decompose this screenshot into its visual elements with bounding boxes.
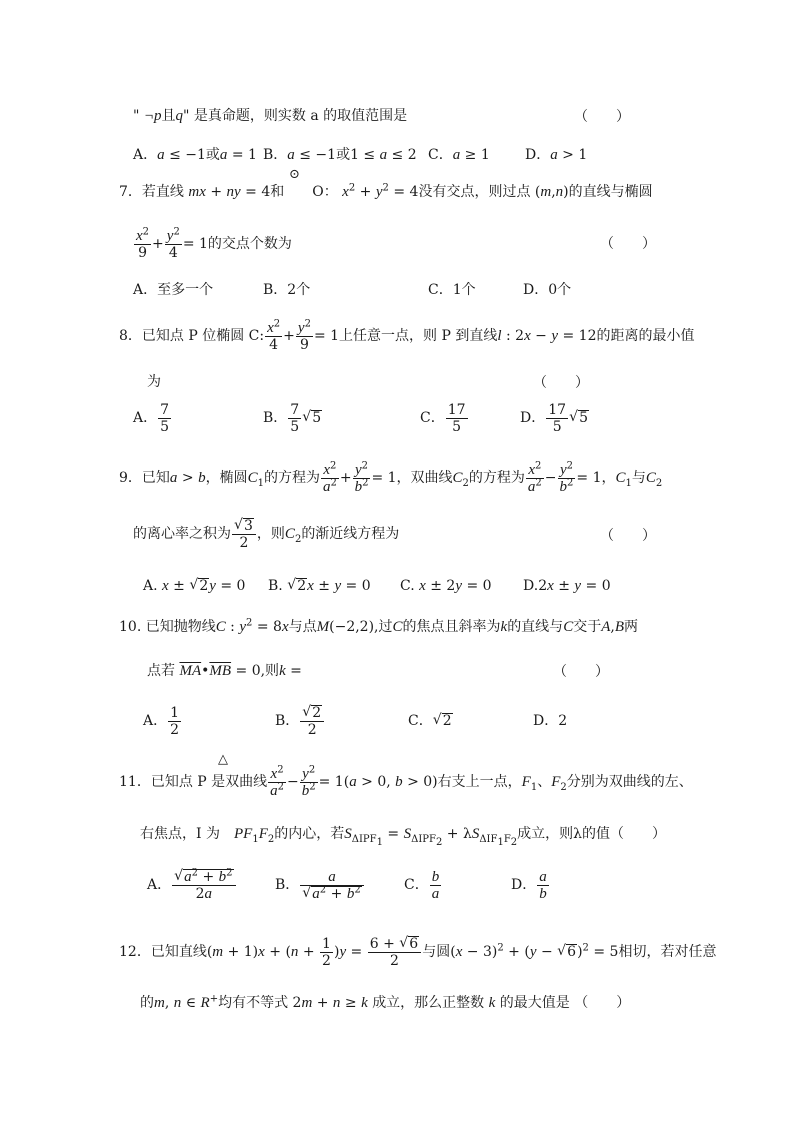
q12-line1: 12．已知直线(m + 1)x + (n + $\frac{1}{2}$ )y = $\frac{6 + √ 6}{2}$ 与圆$(x - 3)^2 + (y$ − √ 6)$^2$ = 5相切，若对任意 [119,932,716,972]
q7-line2: $\frac{x^2}{9}$ + $\frac{y^2}{4}$ = 1的交点个数为 [136,225,292,261]
q8-option-b: B． $\frac{7}{5}$ √ 5 [263,400,322,436]
q7-option-d: D．0个 [523,282,572,298]
q10-answer-paren: （ ） [553,664,609,680]
q6-option-c: C．a ≥ 1 [428,147,490,163]
q9-line2: 的离心率之积为 √ $\frac{3}{2}$ ，则$C_2$的渐近线方程为 [133,516,399,552]
q11-option-b: B． a √ $a^2 + b^2$ [275,862,365,908]
q7-option-a: A．至多一个 [133,282,214,298]
q6-option-b: B．a ≤ −1或1 ≤ a ≤ 2 [263,147,417,163]
q7-line1: 7．若直线 mx + ny = 4和 O： $x^2 + y^2 = 4$没有交点，则过点 (m,n)的直线与椭圆 [119,182,653,200]
triangle-icon: △ [218,752,228,767]
q6-option-a: A．a ≤ −1或a = 1 [133,147,257,163]
q9-option-a: A. x ± √ 2y = 0 [143,576,245,596]
q11-line1: 11．已知点 P 是双曲线 $\frac{x^2}{a^2}$ − $\frac{y^2}{b^2}$ = 1(a > 0, b > 0)右支上一点，$F_1$、$F_2$分别为双曲线的左、 [119,763,693,799]
q9-line1: 9．已知a > b，椭圆$C_1$的方程为 $\frac{x^2}{a^2}$ + $\frac{y^2}{b^2}$ = 1，双曲线$C_2$的方程为 $\frac{x^2}{a^2}$ − $\frac{y^2}{b^2}$ = 1，$C_1$与$C_2$ [119,459,663,495]
q10-option-c: C． √ 2 [408,711,453,731]
q11-option-d: D． $\frac{a}{b}$ [511,868,547,902]
q10-line2: 点若 $\overline{MA}•\overline{MB} = 0$,则k = [147,663,302,679]
q9-option-c: C. x ± 2y = 0 [400,578,492,594]
q8-option-c: C． $\frac{17}{5}$ [420,401,466,435]
circle-dot-icon: ⊙ [289,167,300,182]
q7-answer-paren: （ ） [600,236,656,252]
q10-line1: 10. 已知抛物线C : $y^2 = 8x$与点M(−2,2),过C的焦点且斜率为k的直线与C交于A,B两 [119,617,638,635]
q6-text: 是真命题，则实数 a 的取值范围是 [193,108,408,124]
q10-option-a: A． $\frac{1}{2}$ [143,704,180,738]
q8-option-d: D． $\frac{17}{5}$ √ 5 [520,400,589,436]
q6-answer-paren: （ ） [574,109,630,125]
q9-option-d: D.2x ± y = 0 [523,578,611,594]
q10-option-d: D．2 [533,713,568,729]
q11-option-a: A． √ $\frac{a^2 + b^2}{2a}$ [147,862,237,908]
q9-option-b: B. √ 2x ± y = 0 [268,576,371,596]
q7-option-b: B．2个 [263,282,311,298]
q9-answer-paren: （ ） [600,528,656,544]
q8-line1: 8．已知点 P 位椭圆 C: $\frac{x^2}{4}$ + $\frac{y^2}{9}$ = 1上任意一点，则 P 到直线l : 2x − y = 12的距离的最小值 [119,317,695,353]
q7-option-c: C．1个 [428,282,476,298]
q8-line2: 为 [147,374,161,390]
q6-option-d: D．a > 1 [525,147,588,163]
q11-line2: 右焦点，I 为 $PF_1F_2$的内心，若$S_{\Delta IPF_1} = S_{\Delta IPF_2} + \lambda S_{\Delta IF_1F_2}$成立，则λ的值（ ） [140,826,667,848]
q10-option-b: B． √ $\frac{2}{2}$ [275,703,325,739]
q6-line: " ¬p且q" 是真命题，则实数 a 的取值范围是 [133,108,408,124]
q11-option-c: C． $\frac{b}{a}$ [404,868,440,902]
q8-option-a: A． $\frac{7}{5}$ [133,401,170,435]
q12-line2: 的m, n ∈ R+均有不等式 2m + n ≥ k 成立，那么正整数 k 的最大值是 （ ） [140,993,631,1011]
q8-answer-paren: （ ） [533,375,589,391]
